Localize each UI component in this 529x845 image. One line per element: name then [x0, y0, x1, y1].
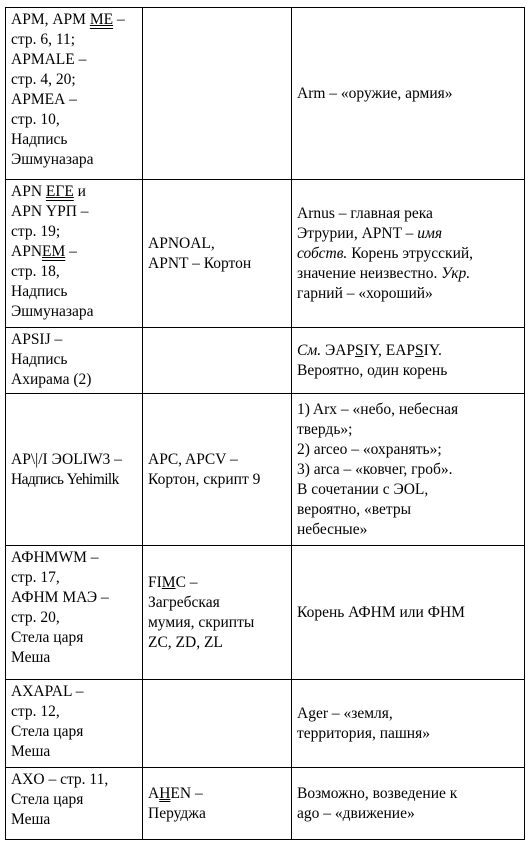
source-cell: APSIJ – Надпись Ахирама (2) — [6, 328, 143, 394]
source-cell: AXAPAL – стр. 12, Стела царя Меша — [6, 680, 143, 768]
etruscan-cell — [143, 328, 292, 394]
etruscan-cell — [143, 8, 292, 180]
etruscan-cell: APC, APCV – Кортон, скрипт 9 — [143, 394, 292, 546]
meaning-cell: Ager – «земля, территория, пашня» — [292, 680, 525, 768]
table-row — [6, 328, 525, 394]
meaning-cell: Arnus – главная река Этрурии, APNT – имя собств. Корень этрусский, значение неизвестно. Укр. гарний – «хороший» — [292, 180, 525, 328]
source-cell: АФНМWМ – стр. 17, АФНМ МАЭ – стр. 20, Стела царя Меша — [6, 546, 143, 680]
meaning-cell: Arm – «оружие, армия» — [292, 8, 525, 180]
table-row — [6, 546, 525, 680]
table-row — [6, 394, 525, 546]
etruscan-cell: APNOAL, APNT – Кортон — [143, 180, 292, 328]
source-cell: АРМ, АРМ МЕ – стр. 6, 11; APMALE – стр. 4, 20; АРМЕА – стр. 10, Надпись Эшмуназара — [6, 8, 143, 180]
etruscan-cell: FIMC – Загребская мумия, скрипты ZC, ZD, ZL — [143, 546, 292, 680]
meaning-cell: Корень АФНМ или ФНМ — [292, 546, 525, 680]
meaning-cell: 1) Arx – «небо, небесная твердь»; 2) arceo – «охранять»; 3) arca – «ковчег, гроб». В сочетании с ЭOL, вероятно, «ветры небесные» — [292, 394, 525, 546]
glossary-table — [5, 7, 525, 840]
table-row — [6, 180, 525, 328]
etruscan-cell — [143, 680, 292, 768]
source-cell: AP\|/I ЭОLIW3 – Надпись Yehimilk — [6, 394, 143, 546]
source-cell: APN ЕГЕ и APN ΥΡΠ – стр. 19; APNEM – стр. 18, Надпись Эшмуназара — [6, 180, 143, 328]
table-row — [6, 768, 525, 840]
meaning-cell: Возможно, возведение к ago – «движение» — [292, 768, 525, 840]
source-cell: AXO – стр. 11, Стела царя Меша — [6, 768, 143, 840]
meaning-cell: См. ЭАРSIY, EAPSIY. Вероятно, один корень — [292, 328, 525, 394]
psi-glyph-icon: \|/ — [30, 450, 43, 468]
etruscan-cell: AHEN – Перуджа — [143, 768, 292, 840]
table-row — [6, 680, 525, 768]
table-row — [6, 8, 525, 180]
